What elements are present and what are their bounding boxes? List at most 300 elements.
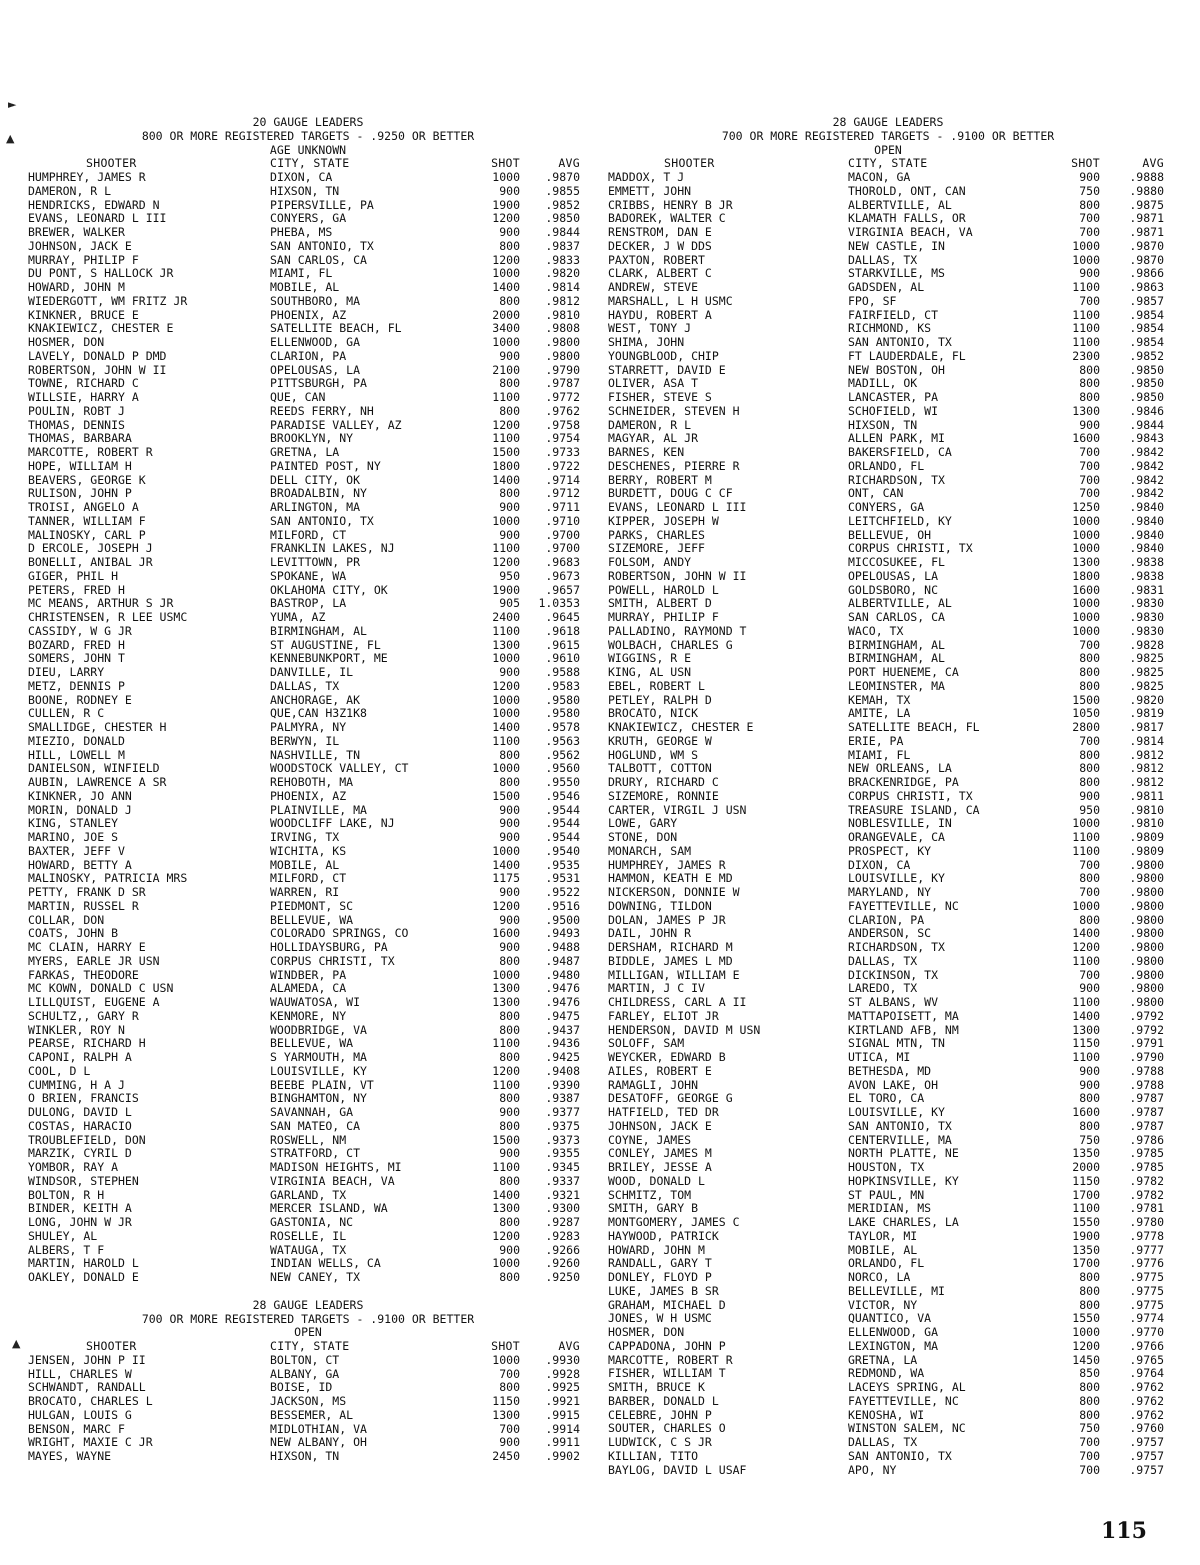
shot-cell: 1000 [1072, 252, 1100, 267]
city-cell: PALMYRA, NY [270, 720, 347, 734]
shot-cell: 1800 [1072, 568, 1100, 583]
avg-cell: .9522 [545, 885, 580, 899]
table-row [608, 1065, 1168, 1079]
shot-cell: 700 [1079, 458, 1100, 473]
table-row [608, 1381, 1168, 1395]
shot-cell: 800 [499, 1022, 520, 1037]
avg-cell: .9854 [1129, 321, 1164, 336]
avg-cell: .9782 [1129, 1187, 1164, 1202]
shooter-cell: DESATOFF, GEORGE G [608, 1091, 733, 1106]
avg-cell: .9562 [545, 747, 580, 762]
shooter-cell: MADDOX, T J [608, 170, 685, 184]
avg-cell: .9791 [1129, 1036, 1164, 1051]
shooter-cell: WEST, TONY J [608, 321, 692, 336]
city-cell: REDMOND, WA [848, 1366, 925, 1381]
shot-cell: 1400 [492, 1187, 520, 1202]
shooter-cell: MC CLAIN, HARRY E [28, 940, 146, 954]
shot-cell: 1400 [1072, 1008, 1100, 1023]
avg-cell: .9785 [1129, 1146, 1164, 1161]
city-cell: FAYETTEVILLE, NC [848, 898, 959, 913]
city-cell: NEW CANEY, TX [270, 1270, 361, 1284]
table-row [608, 1244, 1168, 1258]
shot-cell: 900 [1079, 417, 1100, 432]
city-cell: JACKSON, MS [270, 1394, 347, 1408]
table-row [28, 199, 588, 213]
shooter-cell: POULIN, ROBT J [28, 403, 125, 418]
shot-cell: 1000 [492, 706, 520, 721]
city-cell: PHEBA, MS [270, 225, 333, 239]
table-row [28, 1244, 588, 1258]
shot-cell: 1100 [1072, 307, 1100, 322]
col-shot: SHOT [491, 156, 520, 171]
shooter-cell: HOWARD, BETTY A [28, 857, 132, 872]
shot-cell: 1175 [492, 871, 520, 886]
shot-cell: 800 [499, 1050, 520, 1064]
table-row [608, 1037, 1168, 1051]
shooter-cell: HENDRICKS, EDWARD N [28, 197, 160, 212]
table-row [28, 350, 588, 364]
shot-cell: 800 [1079, 912, 1100, 927]
city-cell: MERCER ISLAND, WA [270, 1201, 388, 1216]
shot-cell: 900 [1079, 1077, 1100, 1092]
avg-cell: .9787 [1129, 1118, 1164, 1133]
avg-cell: .9583 [545, 678, 580, 693]
table-row [28, 900, 588, 914]
avg-cell: .9863 [1129, 280, 1164, 294]
shot-cell: 2400 [492, 610, 520, 624]
shot-cell: 1150 [1072, 1173, 1100, 1188]
shooter-cell: D ERCOLE, JOSEPH J [28, 541, 153, 556]
shot-cell: 1500 [492, 445, 520, 459]
shot-cell: 1400 [492, 720, 520, 734]
shooter-cell: CARTER, VIRGIL J USN [608, 802, 747, 817]
shot-cell: 900 [499, 183, 520, 198]
shot-cell: 1400 [492, 857, 520, 872]
shooter-cell: LUDWICK, C S JR [608, 1435, 712, 1449]
avg-cell: .9476 [545, 981, 580, 996]
table-row [608, 831, 1168, 845]
shooter-cell: FARLEY, ELIOT JR [608, 1008, 719, 1023]
shot-cell: 700 [1079, 885, 1100, 899]
shooter-cell: DECKER, J W DDS [608, 238, 712, 253]
shot-cell: 1550 [1072, 1311, 1100, 1326]
city-cell: DICKINSON, TX [848, 967, 939, 982]
city-cell: BROOKLYN, NY [270, 431, 354, 446]
avg-cell: .9840 [1129, 541, 1164, 556]
col-city: CITY, STATE [270, 1339, 350, 1353]
shooter-cell: CHILDRESS, CARL A II [608, 995, 747, 1009]
avg-cell: .9842 [1129, 458, 1164, 473]
table-row [608, 570, 1168, 584]
city-cell: MILFORD, CT [270, 871, 347, 886]
shooter-cell: SMITH, BRUCE K [608, 1380, 705, 1394]
avg-cell: .9814 [1129, 733, 1164, 748]
avg-cell: .9828 [1129, 637, 1164, 652]
table-row [28, 1079, 588, 1093]
table-row [28, 1354, 588, 1368]
table-row [28, 1368, 588, 1382]
city-cell: SOUTHBORO, MA [270, 293, 361, 308]
city-cell: PHOENIX, AZ [270, 307, 347, 322]
city-cell: LEOMINSTER, MA [848, 678, 945, 693]
shot-cell: 1000 [1072, 623, 1100, 638]
city-cell: BELLEVUE, WA [270, 912, 354, 927]
shot-cell: 700 [1079, 293, 1100, 308]
table-row [608, 1395, 1168, 1409]
avg-cell: .9850 [1129, 390, 1164, 404]
city-cell: KEMAH, TX [848, 692, 911, 707]
table-row [608, 749, 1168, 763]
table-row [608, 1271, 1168, 1285]
avg-cell: .9580 [545, 692, 580, 707]
table-row [608, 776, 1168, 790]
city-cell: OPELOUSAS, LA [848, 568, 939, 583]
city-cell: PIEDMONT, SC [270, 898, 354, 913]
table-row [608, 707, 1168, 721]
avg-cell: .9758 [545, 417, 580, 432]
city-cell: ST AUGUSTINE, FL [270, 637, 381, 652]
city-cell: INDIAN WELLS, CA [270, 1256, 381, 1271]
avg-cell: .9790 [1129, 1050, 1164, 1064]
city-cell: MADISON HEIGHTS, MI [270, 1160, 402, 1174]
avg-cell: .9250 [545, 1270, 580, 1284]
shooter-cell: HOSMER, DON [28, 335, 105, 349]
shot-cell: 1150 [1072, 1036, 1100, 1051]
section-class: OPEN [294, 1325, 322, 1340]
table-row [608, 941, 1168, 955]
avg-cell: .9544 [545, 830, 580, 844]
table-row [28, 776, 588, 790]
avg-cell: .9843 [1129, 431, 1164, 446]
avg-cell: .9390 [545, 1077, 580, 1092]
shooter-cell: KING, AL USN [608, 665, 692, 679]
avg-cell: .9770 [1129, 1325, 1164, 1339]
shot-cell: 900 [1079, 788, 1100, 803]
table-row [608, 955, 1168, 969]
shot-cell: 1600 [1072, 1105, 1100, 1119]
avg-cell: .9790 [545, 362, 580, 377]
avg-cell: .9488 [545, 940, 580, 954]
table-row [608, 652, 1168, 666]
avg-cell: .9888 [1129, 170, 1164, 184]
table-row [28, 501, 588, 515]
city-cell: MADILL, OK [848, 376, 918, 391]
avg-cell: .9710 [545, 513, 580, 528]
shot-cell: 1200 [1072, 940, 1100, 954]
shooter-cell: DOWNING, TILDON [608, 898, 712, 913]
city-cell: LOUISVILLE, KY [848, 1105, 945, 1119]
city-cell: FAIRFIELD, CT [848, 307, 939, 322]
table-row [28, 185, 588, 199]
avg-cell: .9819 [1129, 706, 1164, 721]
table-row [28, 391, 588, 405]
shooter-cell: DERSHAM, RICHARD M [608, 940, 733, 954]
avg-cell: .9780 [1129, 1215, 1164, 1229]
table-row [608, 542, 1168, 556]
left-column [28, 116, 588, 1464]
shooter-cell: SCHNEIDER, STEVEN H [608, 403, 740, 418]
city-cell: CORPUS CHRISTI, TX [848, 541, 973, 556]
avg-cell: .9777 [1129, 1242, 1164, 1257]
col-avg: AVG [1142, 156, 1164, 171]
section-title: 28 GAUGE LEADERS [252, 1297, 364, 1312]
shot-cell: 1100 [1072, 335, 1100, 349]
city-cell: KENOSHA, WI [848, 1407, 925, 1422]
avg-cell: .9880 [1129, 183, 1164, 198]
city-cell: SAN CARLOS, CA [270, 252, 367, 267]
avg-cell: .9762 [1129, 1407, 1164, 1422]
city-cell: ROSELLE, IL [270, 1228, 347, 1243]
shooter-cell: HILL, CHARLES W [28, 1366, 132, 1381]
city-cell: BELLEVUE, OH [848, 527, 932, 542]
avg-cell: .9852 [1129, 348, 1164, 363]
avg-cell: .9812 [1129, 775, 1164, 789]
table-row [28, 1120, 588, 1134]
shooter-cell: THOMAS, BARBARA [28, 431, 132, 446]
table-row [608, 1134, 1168, 1148]
table-row [28, 1189, 588, 1203]
table-row [608, 377, 1168, 391]
shot-cell: 1100 [1072, 321, 1100, 336]
shot-cell: 1200 [492, 898, 520, 913]
col-avg: AVG [558, 1339, 580, 1353]
table-row [608, 281, 1168, 295]
table-row [28, 1134, 588, 1148]
city-cell: SPOKANE, WA [270, 568, 347, 583]
avg-cell: .9852 [545, 197, 580, 212]
avg-cell: .9838 [1129, 568, 1164, 583]
avg-cell: .9436 [545, 1036, 580, 1051]
city-cell: ERIE, PA [848, 733, 904, 748]
shooter-cell: COYNE, JAMES [608, 1132, 692, 1147]
shooter-cell: TOWNE, RICHARD C [28, 376, 139, 391]
city-cell: SAN ANTONIO, TX [848, 1448, 952, 1463]
city-cell: SATELLITE BEACH, FL [848, 720, 980, 734]
shot-cell: 700 [1079, 225, 1100, 239]
city-cell: MIAMI, FL [270, 266, 333, 281]
avg-cell: .9408 [545, 1063, 580, 1078]
city-cell: NASHVILLE, TN [270, 747, 361, 762]
shooter-cell: BURDETT, DOUG C CF [608, 486, 733, 501]
table-row [608, 1092, 1168, 1106]
avg-cell: .9683 [545, 555, 580, 569]
shot-cell: 1000 [492, 843, 520, 858]
city-cell: REHOBOTH, MA [270, 775, 354, 789]
avg-cell: .9800 [1129, 857, 1164, 872]
avg-cell: 1.0353 [538, 596, 580, 611]
city-cell: CONYERS, GA [848, 500, 925, 514]
shot-cell: 700 [1079, 1462, 1100, 1477]
table-row [28, 1037, 588, 1051]
table-row [608, 1051, 1168, 1065]
shooter-cell: RENSTROM, DAN E [608, 225, 712, 239]
shooter-cell: BOLTON, R H [28, 1187, 105, 1202]
city-cell: WARREN, RI [270, 885, 340, 899]
table-row [608, 817, 1168, 831]
shooter-cell: BERRY, ROBERT M [608, 472, 712, 487]
shot-cell: 700 [1079, 637, 1100, 652]
shooter-cell: TANNER, WILLIAM F [28, 513, 146, 528]
shot-cell: 1000 [492, 1256, 520, 1271]
table-row [608, 790, 1168, 804]
city-cell: DALLAS, TX [848, 252, 918, 267]
city-cell: DALLAS, TX [848, 1435, 918, 1449]
shot-cell: 900 [499, 500, 520, 514]
avg-cell: .9760 [1129, 1421, 1164, 1436]
shooter-cell: STARRETT, DAVID E [608, 362, 726, 377]
shot-cell: 800 [499, 403, 520, 418]
table-row [608, 1079, 1168, 1093]
table-row [28, 364, 588, 378]
table-row [28, 1147, 588, 1161]
table-row [608, 1202, 1168, 1216]
table-row [28, 1065, 588, 1079]
city-cell: PORT HUENEME, CA [848, 665, 959, 679]
avg-cell: .9775 [1129, 1283, 1164, 1298]
table-row [28, 762, 588, 776]
avg-cell: .9850 [545, 211, 580, 226]
shooter-cell: MURRAY, PHILIP F [608, 610, 719, 624]
section-title: 20 GAUGE LEADERS [252, 115, 364, 129]
table-row [28, 1010, 588, 1024]
shot-cell: 700 [1079, 857, 1100, 872]
avg-cell: .9712 [545, 486, 580, 501]
avg-cell: .9911 [545, 1435, 580, 1450]
shooter-cell: CUMMING, H A J [28, 1077, 125, 1092]
table-row [608, 1285, 1168, 1299]
avg-cell: .9787 [1129, 1091, 1164, 1106]
city-cell: SAN ANTONIO, TX [848, 335, 952, 349]
city-cell: ONT, CAN [848, 486, 904, 501]
shooter-cell: DOLAN, JAMES P JR [608, 912, 726, 927]
shot-cell: 1700 [1072, 1256, 1100, 1271]
shooter-cell: LOWE, GARY [608, 816, 678, 831]
city-cell: RICHARDSON, TX [848, 472, 945, 487]
shot-cell: 1350 [1072, 1146, 1100, 1161]
shot-cell: 950 [1079, 802, 1100, 817]
shot-cell: 800 [1079, 1393, 1100, 1408]
section-20-gauge-age-unknown [28, 116, 588, 1285]
table-row [608, 474, 1168, 488]
shot-cell: 1700 [1072, 1187, 1100, 1202]
avg-cell: .9550 [545, 775, 580, 789]
shooter-cell: CULLEN, R C [28, 706, 105, 721]
shooter-cell: MARTIN, HAROLD L [28, 1256, 139, 1271]
avg-cell: .9817 [1129, 720, 1164, 734]
table-row [608, 336, 1168, 350]
shot-cell: 700 [1079, 472, 1100, 487]
table-row [608, 1340, 1168, 1354]
shot-cell: 800 [499, 486, 520, 501]
shooter-cell: AUBIN, LAWRENCE A SR [28, 775, 167, 789]
table-row [608, 419, 1168, 433]
shot-cell: 1400 [492, 472, 520, 487]
table-row [608, 1010, 1168, 1024]
table-row [608, 501, 1168, 515]
shooter-cell: WINKLER, ROY N [28, 1022, 125, 1037]
shot-cell: 800 [1079, 1283, 1100, 1298]
shot-cell: 1200 [492, 252, 520, 267]
avg-cell: .9578 [545, 720, 580, 734]
avg-cell: .9870 [1129, 238, 1164, 253]
table-row [28, 570, 588, 584]
table-row [608, 309, 1168, 323]
table-row [608, 487, 1168, 501]
shooter-cell: EVANS, LEONARD L III [608, 500, 747, 514]
shooter-cell: ALBERS, T F [28, 1242, 105, 1257]
shooter-cell: DIEU, LARRY [28, 665, 105, 679]
shooter-cell: HAYDU, ROBERT A [608, 307, 712, 322]
avg-cell: .9475 [545, 1008, 580, 1023]
shot-cell: 1300 [492, 981, 520, 996]
avg-cell: .9800 [1129, 871, 1164, 886]
table-row [608, 1175, 1168, 1189]
city-cell: ROSWELL, NM [270, 1132, 347, 1147]
shooter-cell: MARTIN, RUSSEL R [28, 898, 139, 913]
avg-cell: .9800 [1129, 981, 1164, 996]
shot-cell: 2000 [492, 307, 520, 322]
shot-cell: 900 [499, 1242, 520, 1257]
table-row [28, 666, 588, 680]
table-row [28, 680, 588, 694]
city-cell: WINSTON SALEM, NC [848, 1421, 966, 1436]
shot-cell: 1300 [492, 1201, 520, 1216]
shot-cell: 900 [499, 527, 520, 542]
table-row [28, 652, 588, 666]
table-row [608, 1312, 1168, 1326]
right-column [608, 116, 1168, 1477]
avg-cell: .9808 [545, 321, 580, 336]
city-cell: ALLEN PARK, MI [848, 431, 945, 446]
avg-cell: .9825 [1129, 665, 1164, 679]
shot-cell: 700 [1079, 1435, 1100, 1449]
avg-cell: .9825 [1129, 678, 1164, 693]
shooter-cell: EMMETT, JOHN [608, 183, 692, 198]
avg-cell: .9345 [545, 1160, 580, 1174]
shooter-cell: DULONG, DAVID L [28, 1105, 132, 1119]
shot-cell: 1200 [492, 1228, 520, 1243]
avg-cell: .9850 [1129, 376, 1164, 391]
avg-cell: .9850 [1129, 362, 1164, 377]
shooter-cell: DONLEY, FLOYD P [608, 1270, 712, 1284]
table-row [28, 212, 588, 226]
city-cell: MIAMI, FL [848, 747, 911, 762]
city-cell: MACON, GA [848, 170, 911, 184]
city-cell: BESSEMER, AL [270, 1407, 354, 1422]
shooter-cell: HENDERSON, DAVID M USN [608, 1022, 761, 1037]
city-cell: WATAUGA, TX [270, 1242, 347, 1257]
table-row [608, 886, 1168, 900]
shooter-cell: BARNES, KEN [608, 445, 685, 459]
shot-cell: 700 [499, 1421, 520, 1436]
avg-cell: .9930 [545, 1352, 580, 1367]
shot-cell: 1500 [492, 788, 520, 803]
city-cell: APO, NY [848, 1462, 897, 1477]
table-row [28, 295, 588, 309]
table-row [28, 515, 588, 529]
city-cell: HOLLIDAYSBURG, PA [270, 940, 388, 954]
shooter-cell: DAMERON, R L [608, 417, 692, 432]
city-cell: BERWYN, IL [270, 733, 340, 748]
avg-cell: .9844 [1129, 417, 1164, 432]
avg-cell: .9733 [545, 445, 580, 459]
table-row [608, 446, 1168, 460]
shot-cell: 1200 [492, 678, 520, 693]
shooter-cell: LONG, JOHN W JR [28, 1215, 132, 1229]
avg-cell: .9842 [1129, 486, 1164, 501]
shooter-cell: HUMPHREY, JAMES R [608, 857, 726, 872]
shooter-cell: WOLBACH, CHARLES G [608, 637, 733, 652]
